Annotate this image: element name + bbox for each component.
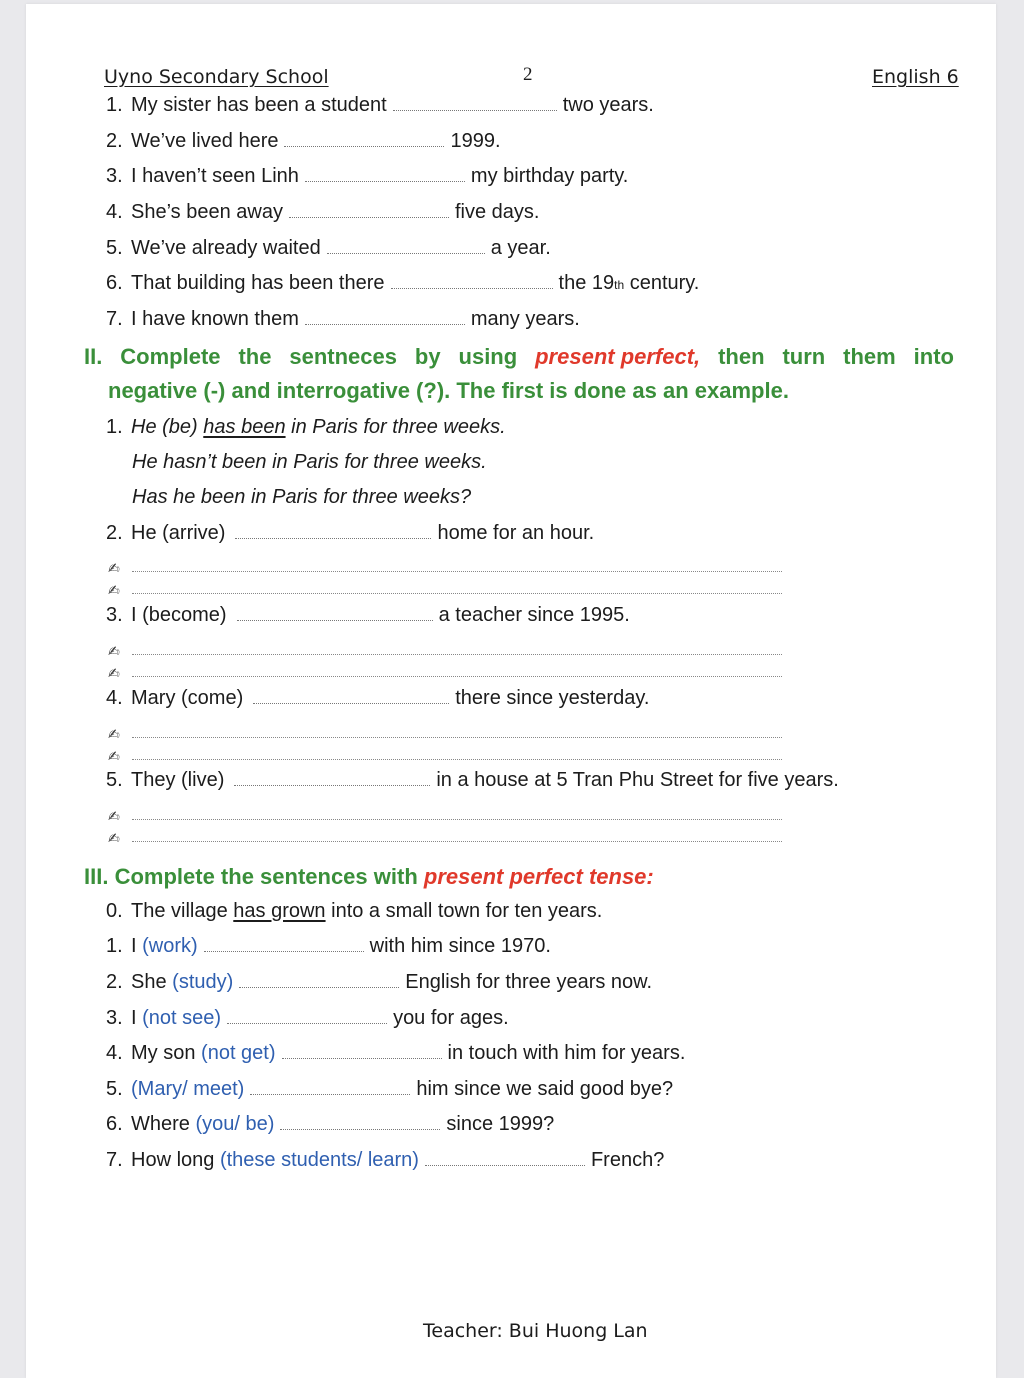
answer-line[interactable]	[132, 592, 782, 594]
answer-blank[interactable]	[289, 201, 449, 218]
example-item: 0. The village has grown into a small town for ten years.	[106, 900, 603, 922]
exercise-item: 2. He (arrive) home for an hour.	[106, 522, 595, 544]
answer-blank[interactable]	[227, 1007, 387, 1024]
exercise-item: 4. She’s been away five days.	[106, 201, 540, 223]
exercise-item: 6. Where (you/ be) since 1999?	[106, 1113, 555, 1135]
exercise-item: 1. My sister has been a student two years.	[106, 94, 654, 116]
page-number: 2	[523, 64, 533, 85]
answer-blank[interactable]	[305, 308, 465, 325]
pencil-icon: ✍	[108, 830, 120, 846]
section-2-title: II. Complete the sentneces by using present perfect, then turn them into negative (-) and interrogative (?). The first is done as an example.	[84, 344, 954, 403]
pencil-icon: ✍	[108, 808, 120, 824]
answer-blank[interactable]	[305, 165, 465, 182]
answer-blank[interactable]	[284, 130, 444, 147]
exercise-item: 3. I (not see) you for ages.	[106, 1007, 509, 1029]
answer-blank[interactable]	[425, 1149, 585, 1166]
answer-blank[interactable]	[239, 971, 399, 988]
subject-label: English 6	[872, 66, 959, 88]
exercise-item: 5. They (live) in a house at 5 Tran Phu Street for five years.	[106, 769, 839, 791]
answer-line[interactable]	[132, 818, 782, 820]
answer-blank[interactable]	[250, 1078, 410, 1095]
pencil-icon: ✍	[108, 582, 120, 598]
school-name: Uyno Secondary School	[104, 66, 329, 88]
answer-blank[interactable]	[204, 935, 364, 952]
exercise-item: 7. How long (these students/ learn) French?	[106, 1149, 665, 1171]
answer-blank[interactable]	[393, 94, 557, 111]
pencil-icon: ✍	[108, 665, 120, 681]
exercise-item: 2. We’ve lived here 1999.	[106, 130, 501, 152]
answer-line[interactable]	[132, 570, 782, 572]
answer-blank[interactable]	[253, 687, 449, 704]
pencil-icon: ✍	[108, 560, 120, 576]
exercise-item: 4. My son (not get) in touch with him for years.	[106, 1042, 686, 1064]
exercise-item: 3. I (become) a teacher since 1995.	[106, 604, 630, 626]
answer-line[interactable]	[132, 653, 782, 655]
exercise-item: 3. I haven’t seen Linh my birthday party.	[106, 165, 629, 187]
example-negative: He hasn’t been in Paris for three weeks.	[132, 451, 487, 473]
pencil-icon: ✍	[108, 748, 120, 764]
exercise-item: 5. We’ve already waited a year.	[106, 237, 551, 259]
answer-blank[interactable]	[327, 237, 485, 254]
exercise-item: 7. I have known them many years.	[106, 308, 580, 330]
answer-line[interactable]	[132, 675, 782, 677]
pencil-icon: ✍	[108, 643, 120, 659]
example-question: Has he been in Paris for three weeks?	[132, 486, 472, 508]
answer-blank[interactable]	[280, 1113, 440, 1130]
answer-blank[interactable]	[391, 272, 553, 289]
worksheet-page	[26, 4, 996, 1378]
answer-blank[interactable]	[234, 769, 430, 786]
exercise-item: 2. She (study) English for three years now.	[106, 971, 653, 993]
answer-line[interactable]	[132, 758, 782, 760]
answer-line[interactable]	[132, 840, 782, 842]
exercise-item: 4. Mary (come) there since yesterday.	[106, 687, 650, 709]
answer-blank[interactable]	[235, 522, 431, 539]
exercise-item: 5. (Mary/ meet) him since we said good bye?	[106, 1078, 674, 1100]
exercise-item: 6. That building has been there the 19 th century.	[106, 272, 700, 294]
answer-blank[interactable]	[237, 604, 433, 621]
teacher-name: Teacher: Bui Huong Lan	[423, 1320, 648, 1342]
exercise-item: 1. I (work) with him since 1970.	[106, 935, 551, 957]
section-3-title: III. Complete the sentences with present perfect tense:	[84, 864, 654, 889]
pencil-icon: ✍	[108, 726, 120, 742]
example-item: 1. He (be) has been in Paris for three weeks.	[106, 416, 506, 438]
answer-blank[interactable]	[282, 1042, 442, 1059]
answer-line[interactable]	[132, 736, 782, 738]
